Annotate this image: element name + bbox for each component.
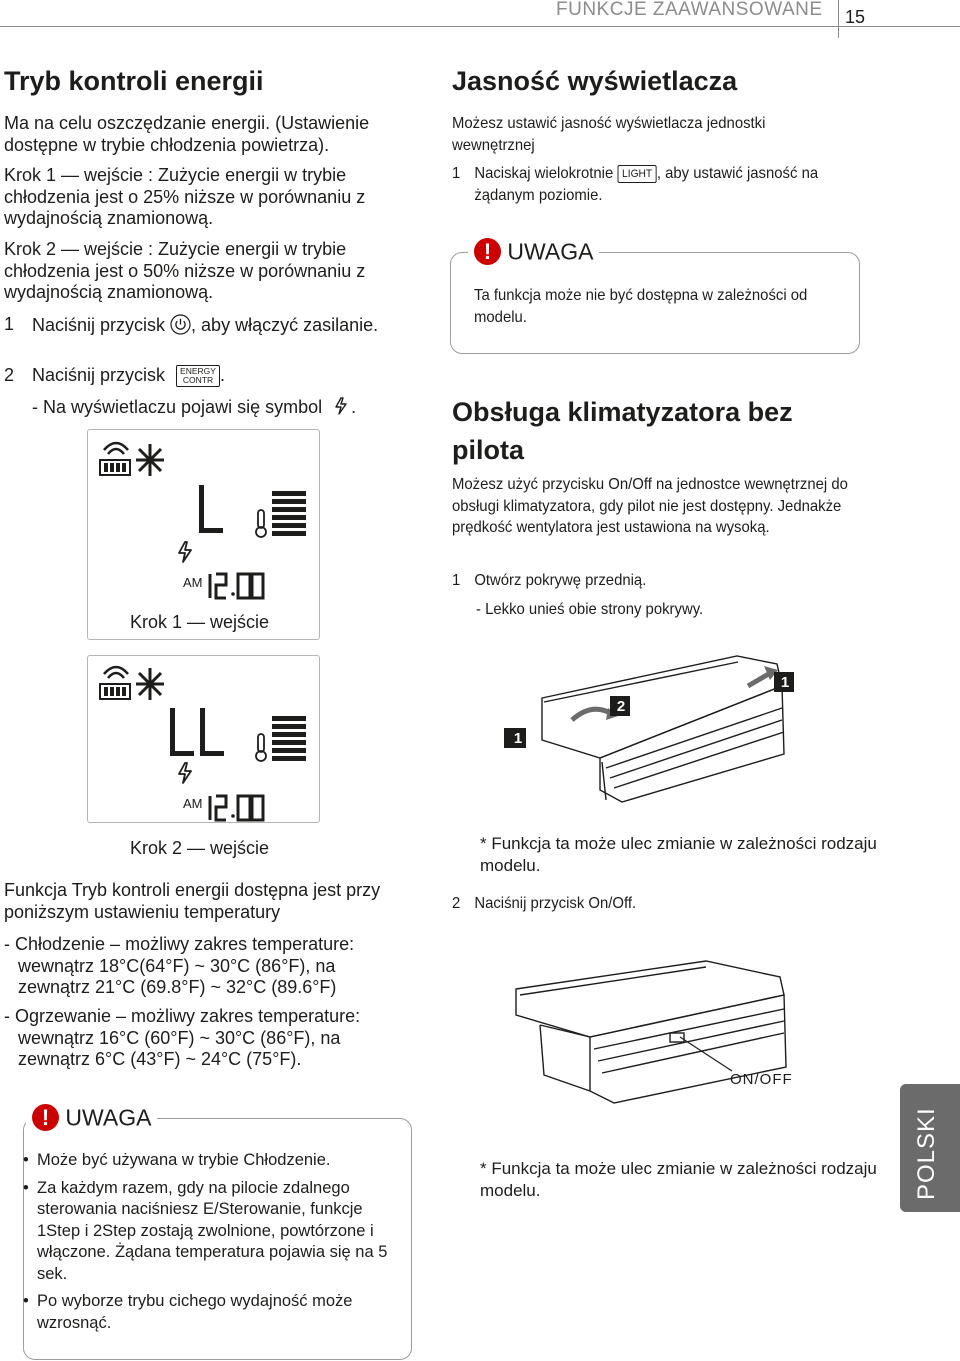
light-key-icon: LIGHT <box>617 165 656 183</box>
cooling-range: - Chłodzenie – możliwy zakres temperature: wewnątrz 18°C(64°F) ~ 30°C (86°F), na zewnątrz 21°C (69.8°F) ~ 32°C (89.6°F) <box>4 934 355 998</box>
list-item: • Za każdym razem, gdy na pilocie zdalnego sterowania naciśniesz E/Sterowanie, funkcje 1Step i 2Step zostają zwolnione, powtórzone i włączone. Żądana temperatura pojawia się na 5 sek. <box>23 1178 393 1286</box>
lcd-display-step2 <box>87 655 320 823</box>
step-number: 2 <box>452 895 461 912</box>
thermometer-icon <box>252 508 272 538</box>
lcd-clock-digits <box>207 572 265 600</box>
brightness-step-pre: Naciskaj wielokrotnie <box>474 165 614 182</box>
step-number: 1 <box>452 572 461 589</box>
note-list <box>23 1150 393 1334</box>
step1-text-pre: Naciśnij przycisk <box>32 315 166 335</box>
note-heading: ! UWAGA <box>26 1103 157 1131</box>
energy-saving-icon <box>331 396 351 416</box>
footnote-2: * Funkcja ta może ulec zmianie w zależności rodzaju modelu. <box>480 1159 877 1200</box>
section-heading-manual-operation: Obsługa klimatyzatora bez pilota <box>452 397 793 465</box>
brightness-step-1 <box>452 163 843 206</box>
step-number: 1 <box>4 314 15 334</box>
manual-op-intro: Możesz użyć przycisku On/Off na jednostce wewnętrznej do obsługi klimatyzatora, gdy pilot nie jest dostępny. Jednakże prędkość wentylatora jest ustawiona na wysoką. <box>452 476 848 537</box>
page-number: 15 <box>845 7 866 27</box>
list-item: • Po wyborze trybu cichego wydajność może wzrosnąć. <box>23 1291 393 1334</box>
language-tab: POLSKI <box>900 1084 960 1212</box>
warning-icon: ! <box>474 238 501 265</box>
range-intro: Funkcja Tryb kontroli energii dostępna jest przy poniższym ustawieniu temperatury <box>4 880 381 922</box>
energy-control-key-icon: ENERGY CONTR <box>176 365 220 387</box>
display-symbol-note: - Na wyświetlaczu pojawi się symbol . <box>32 397 357 417</box>
fan-speed-bars <box>272 716 312 761</box>
header-separator <box>838 0 839 38</box>
step1-description: Krok 1 — wejście : Zużycie energii w trybie chłodzenia jest o 25% niższe w porównaniu z wydajnością znamionową. <box>4 165 366 229</box>
section-heading-brightness: Jasność wyświetlacza <box>452 66 738 96</box>
energy-saving-icon <box>174 540 196 564</box>
note-text: Ta funkcja może nie być dostępna w zależności od modelu. <box>474 287 808 326</box>
brightness-step-post: , aby ustawić jasność na żądanym poziomie. <box>474 165 819 204</box>
section-title: FUNKCJE ZAAWANSOWANE <box>556 0 823 20</box>
energy-intro: Ma na celu oszczędzanie energii. (Ustawienie dostępne w trybie chłodzenia powietrza). <box>4 113 370 155</box>
lcd-caption-step2: Krok 2 — wejście <box>130 838 270 858</box>
lcd-clock-digits <box>207 794 265 822</box>
header-rule <box>0 26 960 27</box>
instruction-step-1 <box>4 314 404 337</box>
brightness-intro: Możesz ustawić jasność wyświetlacza jednostki wewnętrznej <box>452 115 766 154</box>
heating-range: - Ogrzewanie – możliwy zakres temperature: wewnątrz 16°C (60°F) ~ 30°C (86°F), na zewnątrz 6°C (43°F) ~ 24°C (75°F). <box>4 1006 361 1070</box>
lcd-ampm: AM <box>183 575 203 590</box>
onoff-label: ON/OFF <box>730 1071 793 1088</box>
list-item: • Może być używana w trybie Chłodzenie. <box>23 1150 393 1172</box>
footnote-1: * Funkcja ta może ulec zmianie w zależności rodzaju modelu. <box>480 834 877 875</box>
manual-step-1-sub: - Lekko unieś obie strony pokrywy. <box>476 601 704 618</box>
manual-step-1: 1 Otwórz pokrywę przednią. <box>452 570 843 592</box>
power-icon <box>170 314 191 335</box>
note-heading: ! UWAGA <box>468 237 599 265</box>
step2-description: Krok 2 — wejście : Zużycie energii w trybie chłodzenia jest o 50% niższe w porównaniu z wydajnością znamionową. <box>4 239 366 303</box>
thermometer-icon <box>252 732 272 762</box>
warning-icon: ! <box>32 1104 59 1131</box>
step-number: 1 <box>452 165 461 182</box>
instruction-step-2: 2 Naciśnij przycisk ENERGY CONTR . <box>4 365 225 386</box>
lcd-caption-step1: Krok 1 — wejście <box>130 612 270 632</box>
display-status-icons <box>98 662 170 706</box>
lcd-ampm: AM <box>183 796 203 811</box>
step2-text-pre: Naciśnij przycisk <box>32 365 166 385</box>
manual-step-2: 2 Naciśnij przycisk On/Off. <box>452 893 843 915</box>
display-status-icons <box>98 438 170 482</box>
step-number: 2 <box>4 365 15 385</box>
energy-saving-icon <box>174 761 196 785</box>
lcd-display-step1 <box>87 429 320 640</box>
ac-unit-open-cover-illustration <box>502 650 802 810</box>
section-heading-energy: Tryb kontroli energii <box>4 66 264 96</box>
fan-speed-bars <box>272 491 312 536</box>
step1-text-post: , aby włączyć zasilanie. <box>191 315 379 335</box>
display-symbol-text: - Na wyświetlaczu pojawi się symbol <box>32 397 323 417</box>
